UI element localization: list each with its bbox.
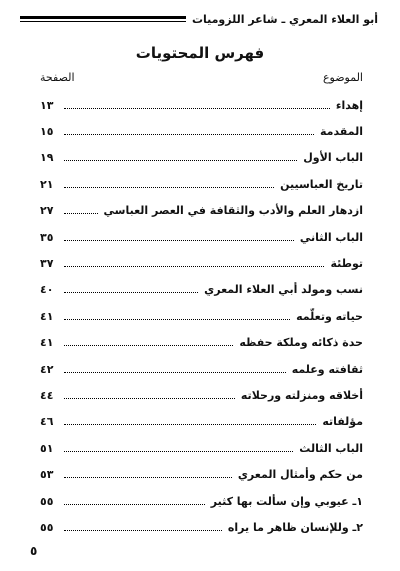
toc-entry[interactable] xyxy=(40,118,363,144)
dot-leader xyxy=(64,292,198,293)
toc-entry-page: ٣٥ xyxy=(40,230,54,244)
dot-leader xyxy=(64,187,274,188)
toc-title: فهرس المحتويات xyxy=(135,44,265,62)
toc-entry[interactable] xyxy=(40,382,363,408)
toc-entry-title: توطئة xyxy=(330,257,363,271)
toc-entry-page: ١٣ xyxy=(40,98,54,112)
toc-entry-title: حياته وتعلّمه xyxy=(296,309,363,323)
toc-entry[interactable] xyxy=(40,224,363,250)
toc-entry-title: الباب الأول xyxy=(303,151,363,165)
toc-entry-page: ١٩ xyxy=(40,151,54,165)
toc-entry-title: الباب الثاني xyxy=(299,230,363,244)
toc-entry[interactable] xyxy=(40,198,363,224)
dot-leader xyxy=(64,160,297,161)
toc-entry[interactable] xyxy=(40,145,363,171)
toc-entry-title: المقدمة xyxy=(319,125,363,139)
toc-entry-page: ٥٥ xyxy=(40,520,54,534)
page-number: ٥ xyxy=(30,544,38,558)
toc-entry[interactable] xyxy=(40,514,363,540)
toc-entry[interactable] xyxy=(40,409,363,435)
toc-entry-title: أخلاقه ومنزلته ورحلاته xyxy=(240,388,363,402)
toc-entry[interactable] xyxy=(40,461,363,487)
toc-entry[interactable] xyxy=(40,277,363,303)
dot-leader xyxy=(64,424,316,425)
toc-entry[interactable] xyxy=(40,435,363,461)
running-header-title: أبو العلاء المعري ـ شاعر اللزوميات xyxy=(191,12,378,26)
toc-entry-page: ٥١ xyxy=(40,441,54,455)
toc-entry[interactable] xyxy=(40,488,363,514)
dot-leader xyxy=(64,477,232,478)
dot-leader xyxy=(64,213,98,214)
dot-leader xyxy=(64,319,290,320)
column-topic-label: الموضوع xyxy=(322,71,363,84)
toc-entry-page: ٥٣ xyxy=(40,468,54,482)
toc-entry[interactable] xyxy=(40,330,363,356)
dot-leader xyxy=(64,372,286,373)
dot-leader xyxy=(64,134,314,135)
toc-entry-page: ٤٤ xyxy=(40,388,54,402)
toc-entry-title: نسب ومولد أبي العلاء المعري xyxy=(204,283,363,297)
toc-entry-page: ٤٠ xyxy=(40,283,54,297)
toc-entry-page: ٥٥ xyxy=(40,494,54,508)
dot-leader xyxy=(64,108,330,109)
dot-leader xyxy=(64,240,294,241)
toc-entry[interactable] xyxy=(40,250,363,276)
toc-list xyxy=(40,92,363,541)
dot-leader xyxy=(64,266,324,267)
toc-entry-title: إهداء xyxy=(335,98,363,112)
toc-entry-title: ١ـ عيوبي وإن سألت بها كثير xyxy=(210,494,363,508)
toc-entry-title: تاريخ العباسيين xyxy=(280,177,363,191)
toc-entry-page: ٤٢ xyxy=(40,362,54,376)
toc-entry[interactable] xyxy=(40,171,363,197)
toc-entry-title: ٢ـ وللإنسان ظاهر ما يراه xyxy=(227,520,363,534)
header-rule xyxy=(20,16,186,22)
toc-entry[interactable] xyxy=(40,356,363,382)
dot-leader xyxy=(64,398,235,399)
toc-entry-page: ٤٦ xyxy=(40,415,54,429)
dot-leader xyxy=(64,530,222,531)
toc-entry-page: ٢١ xyxy=(40,177,54,191)
toc-entry-page: ٢٧ xyxy=(40,204,54,218)
toc-entry-page: ٤١ xyxy=(40,309,54,323)
column-page-label: الصفحة xyxy=(40,71,75,84)
toc-entry-page: ٤١ xyxy=(40,336,54,350)
toc-column-headers xyxy=(40,71,363,84)
dot-leader xyxy=(64,451,293,452)
dot-leader xyxy=(64,345,233,346)
toc-entry-page: ٣٧ xyxy=(40,257,54,271)
dot-leader xyxy=(64,504,205,505)
toc-entry-title: حدة ذكائه وملكة حفظه xyxy=(239,336,363,350)
toc-entry-page: ١٥ xyxy=(40,125,54,139)
toc-entry-title: من حكم وأمثال المعري xyxy=(237,468,363,482)
toc-entry-title: الباب الثالث xyxy=(299,441,363,455)
toc-entry-title: ثقافته وعلمه xyxy=(291,362,363,376)
toc-entry-title: مؤلفاته xyxy=(322,415,363,429)
toc-entry[interactable] xyxy=(40,303,363,329)
toc-entry[interactable] xyxy=(40,92,363,118)
running-header xyxy=(20,9,378,29)
toc-entry-title: ازدهار العلم والأدب والثقافة في العصر العباسي xyxy=(103,204,363,218)
